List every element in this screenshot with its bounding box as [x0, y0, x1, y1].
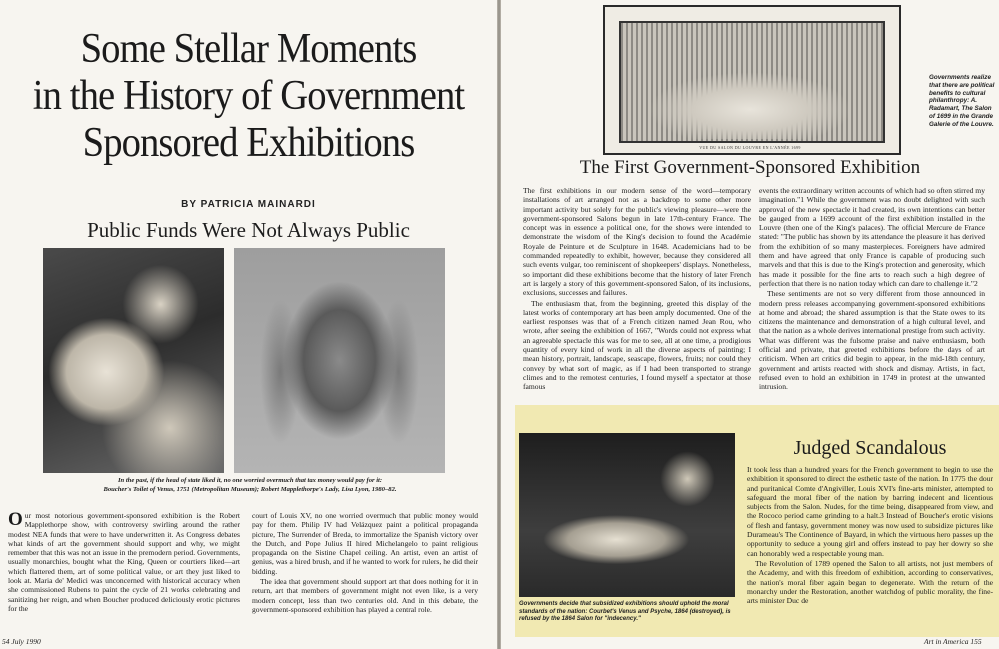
- courbet-painting-image: [519, 433, 735, 597]
- right-col2-para-1: events the extraordinary written accounts of which had so often stirred my imagination."1 While the government was no doubt delighted with such approval of the new spectacle it had created, its own intentions can better be gauged from a 1699 account of the first exhibition installed in the Louvre (then one of the King's palaces). The official Mercure de France stated: "The public has shown by its attendance the pleasure it has derived from the exhibition of so many masterpieces. Foreigners have admired them and have agreed that only France is capable of producing such marvels and that this is due to the King's protection and generosity, which has made it possible for the fine arts to reach such a high degree of perfection that there is no nation today which can dare to challenge it."2: [759, 186, 985, 288]
- title-line-3: Sponsored Exhibitions: [82, 120, 415, 166]
- right-col1-para-1: The first exhibitions in our modern sense of the word—temporary installations of art arranged not as a backdrop to some other more important activity but solely for the public's viewing pleasure—were the government-sponsored Salons begun in late 17th-century France. The concept was in essence a political one, for the shows were intended to demonstrate the wisdom of the King's decision to found the Académie Royale de Peinture et de Sculpture in 1648. Academicians had to be commanded repeatedly to exhibit, however, because they considered all such events vulgar, too reminiscent of shopkeepers' displays. Nonetheless, so important did these exhibitions become that the history of later French art is largely a story of this government-sponsored Salon, of its inclusions, exclusions, successes and failures.: [523, 186, 751, 298]
- engraving-caption: Governments realize that there are political benefits to cultural philanthropy: A. Radamart, The Salon of 1699 in the Grande Galerie of the Louvre.: [929, 74, 995, 128]
- left-column-1: [8, 511, 240, 613]
- right-page: [501, 0, 999, 649]
- caption-line-1: In the past, if the head of state liked it, no one worried overmuch that tax money would pay for it:: [117, 477, 383, 484]
- section-title: The First Government-Sponsored Exhibition: [579, 157, 921, 178]
- folio-right: Art in America 155: [924, 637, 982, 646]
- salon-engraving-image: [603, 5, 901, 155]
- engraving-gallery-scene: [619, 21, 881, 139]
- drop-cap: O: [8, 509, 23, 530]
- judged-scandalous-sidebar: [515, 405, 999, 637]
- engraving-inscription: VUE DU SALON DU LOUVRE EN L'ANNÉE 1699: [699, 145, 801, 150]
- left-col2-para-2: The idea that government should support art that does nothing for it in return, art that members of government might not even like, is a very modern concept, less than two centuries old. And in this debate, the government-sponsored exhibition has played a central role.: [252, 577, 478, 614]
- photo-caption: [60, 476, 440, 494]
- sidebar-para-2: The Revolution of 1789 opened the Salon to all artists, not just members of the Academy, and with this freedom of exhibition, according to conservatives, the nation's moral fiber again began to degenerate. With the return of the monarchy under the Restoration, another watchdog of public morality, the fine-arts minister Duc de: [747, 558, 993, 606]
- right-col1-para-2: The enthusiasm that, from the beginning, greeted this display of the latest works of contemporary art has been amply documented. One of the earliest responses was that of a French citizen named Jean Rou, who wrote, after seeing the exhibition of 1667, "Words could not express what an agreeable spectacle this was for me to see, all at one time, a prodigious quantity of every kind of work in all the diverse aspects of painting; I mean history, portrait, landscape, seascape, flowers, fruits; nor could they convey by what sort of magic, as if I had been transported to strange climes and to the remotest centuries, I found myself a spectator at those famous: [523, 298, 751, 392]
- right-column-1: [523, 186, 751, 393]
- right-column-2: [759, 186, 985, 393]
- article-title: [20, 26, 477, 167]
- sidebar-title: Judged Scandalous: [793, 437, 947, 459]
- section-subtitle: Public Funds Were Not Always Public: [87, 218, 410, 242]
- title-line-1: Some Stellar Moments: [80, 26, 417, 72]
- sidebar-para-1: It took less than a hundred years for the French government to begin to use the exhibition it sponsored to direct the esthetic taste of the nation. In 1775 the dour and puritanical Comte d'Angiviller, Louis XVI's fine-arts minister, attempted to safeguard the moral fiber of the nation by barring indecent and licentious subjects from the Salon. Nudes, for the time being, disappeared from view, and the Rococo period came grinding to a halt.3 Instead of Boucher's erotic visions of flesh and fantasy, government money was now used to subsidize pictures like Durameau's The Continence of Bayard, in which the virtuous hero passes up the opportunity to seduce a young girl and offers instead to pay her dowry so she can honorably wed a respectable young man.: [747, 465, 993, 558]
- left-col2-para-1: court of Louis XV, no one worried overmuch that public money would pay for them. Philip IV had Velázquez paint a political propaganda picture, The Surrender of Breda, to immortalize the Spanish victory over the Dutch, and Pope Julius II hired Michelangelo to paint religious propaganda on the Sistine Chapel ceiling. An artist, even an artist of genius, was a hired brush, and if he wanted to work for rulers, he did their bidding.: [252, 511, 478, 576]
- title-line-2: in the History of Government: [32, 73, 465, 119]
- right-col2-para-2: These sentiments are not so very different from those announced in modern press releases accompanying government-sponsored exhibitions at home and abroad; the shared assumption is that the State owes to its citizens the maintenance and demonstration of a high cultural level, and that the nation as a whole derives international prestige from such activity. What was different was the fulsome praise and naive enthusiasm, both official and private, that greeted exhibitions before the days of art criticism. When art critics did begin to appear, in the mid-18th century, government and artists reacted with shock and dismay. Artists, in fact, refused even to hold an exhibition in 1749 in protest at the unwanted intrusion.: [759, 289, 985, 392]
- mapplethorpe-photo-image: [234, 248, 445, 473]
- boucher-painting-image: [43, 248, 224, 473]
- folio-left: 54 July 1990: [2, 637, 41, 646]
- left-column-2: [252, 511, 478, 615]
- left-col1-text: ur most notorious government-sponsored exhibition is the Robert Mapplethorpe show, with controversy swirling around the rather modest NEA funds that were to have underwritten it. As Congress debates what kinds of art the government should support and why, we might remember that this was not an issue in the premodern period. Governments, usually monarchies, bought what the King, Queen or courtiers liked—art which flattered them, art of some political value, or art they just liked to look at. Maria de' Medici was unconcerned with historical accuracy when she commissioned Rubens to paint the cycle of 21 works celebrating and sanitizing her reign, and when Boucher produced deliciously erotic pictures for the: [8, 511, 240, 613]
- courbet-caption: Governments decide that subsidized exhibitions should uphold the moral standards of the nation: Courbet's Venus and Psyche, 1864 (destroyed), is refused by the 1864 Salon for "indecency.": [519, 601, 731, 623]
- byline: BY PATRICIA MAINARDI: [181, 199, 316, 210]
- sidebar-column: [747, 465, 993, 606]
- caption-line-2: Boucher's Toilet of Venus, 1751 (Metropolitan Museum); Robert Mapplethorpe's Lady, Lisa Lyon, 1980–82.: [103, 486, 397, 493]
- left-page: [0, 0, 497, 649]
